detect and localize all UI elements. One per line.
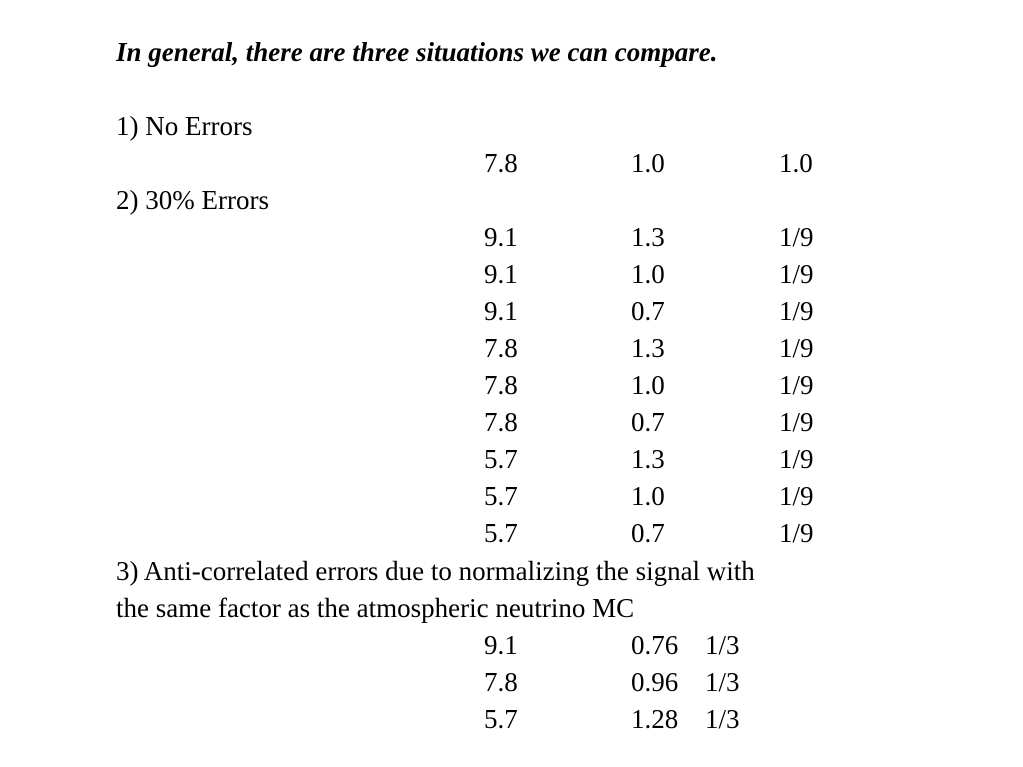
table-cell: 1/9 <box>779 444 814 474</box>
table-cell: 1/9 <box>779 481 814 511</box>
page-heading: In general, there are three situations we can compare. <box>116 37 718 67</box>
table-cell: 5.7 <box>484 518 518 548</box>
table-cell: 1.28 <box>631 704 679 734</box>
table-cell: 9.1 <box>484 222 518 252</box>
table-cell: 1.0 <box>631 259 665 289</box>
table-cell: 7.8 <box>484 148 518 178</box>
table-cell: 1/9 <box>779 296 814 326</box>
table-cell: 1/3 <box>705 704 740 734</box>
table-cell: 1/9 <box>779 518 814 548</box>
table-cell: 5.7 <box>484 444 518 474</box>
section-3-label-line-1: 3) Anti-correlated errors due to normalizing the signal with <box>116 556 755 586</box>
table-cell: 0.7 <box>631 407 665 437</box>
table-cell: 1.0 <box>631 481 665 511</box>
table-cell: 1.0 <box>631 370 665 400</box>
table-cell: 7.8 <box>484 667 518 697</box>
section-1-label: 1) No Errors <box>116 111 253 141</box>
table-cell: 0.76 <box>631 630 679 660</box>
table-cell: 1.0 <box>631 148 665 178</box>
table-cell: 1/3 <box>705 630 740 660</box>
table-cell: 9.1 <box>484 259 518 289</box>
table-cell: 5.7 <box>484 704 518 734</box>
section-3-label-line-2: the same factor as the atmospheric neutrino MC <box>116 593 635 623</box>
table-cell: 7.8 <box>484 333 518 363</box>
table-cell: 1/9 <box>779 407 814 437</box>
table-cell: 1/9 <box>779 370 814 400</box>
table-cell: 1/9 <box>779 222 814 252</box>
table-cell: 1/9 <box>779 259 814 289</box>
table-cell: 0.7 <box>631 296 665 326</box>
table-cell: 9.1 <box>484 630 518 660</box>
table-cell: 1.3 <box>631 333 665 363</box>
table-cell: 1.3 <box>631 222 665 252</box>
table-cell: 1.0 <box>779 148 813 178</box>
table-cell: 0.96 <box>631 667 679 697</box>
table-cell: 0.7 <box>631 518 665 548</box>
section-2-label: 2) 30% Errors <box>116 185 269 215</box>
table-cell: 1.3 <box>631 444 665 474</box>
table-cell: 7.8 <box>484 407 518 437</box>
table-cell: 1/9 <box>779 333 814 363</box>
table-cell: 5.7 <box>484 481 518 511</box>
table-cell: 1/3 <box>705 667 740 697</box>
table-cell: 9.1 <box>484 296 518 326</box>
table-cell: 7.8 <box>484 370 518 400</box>
